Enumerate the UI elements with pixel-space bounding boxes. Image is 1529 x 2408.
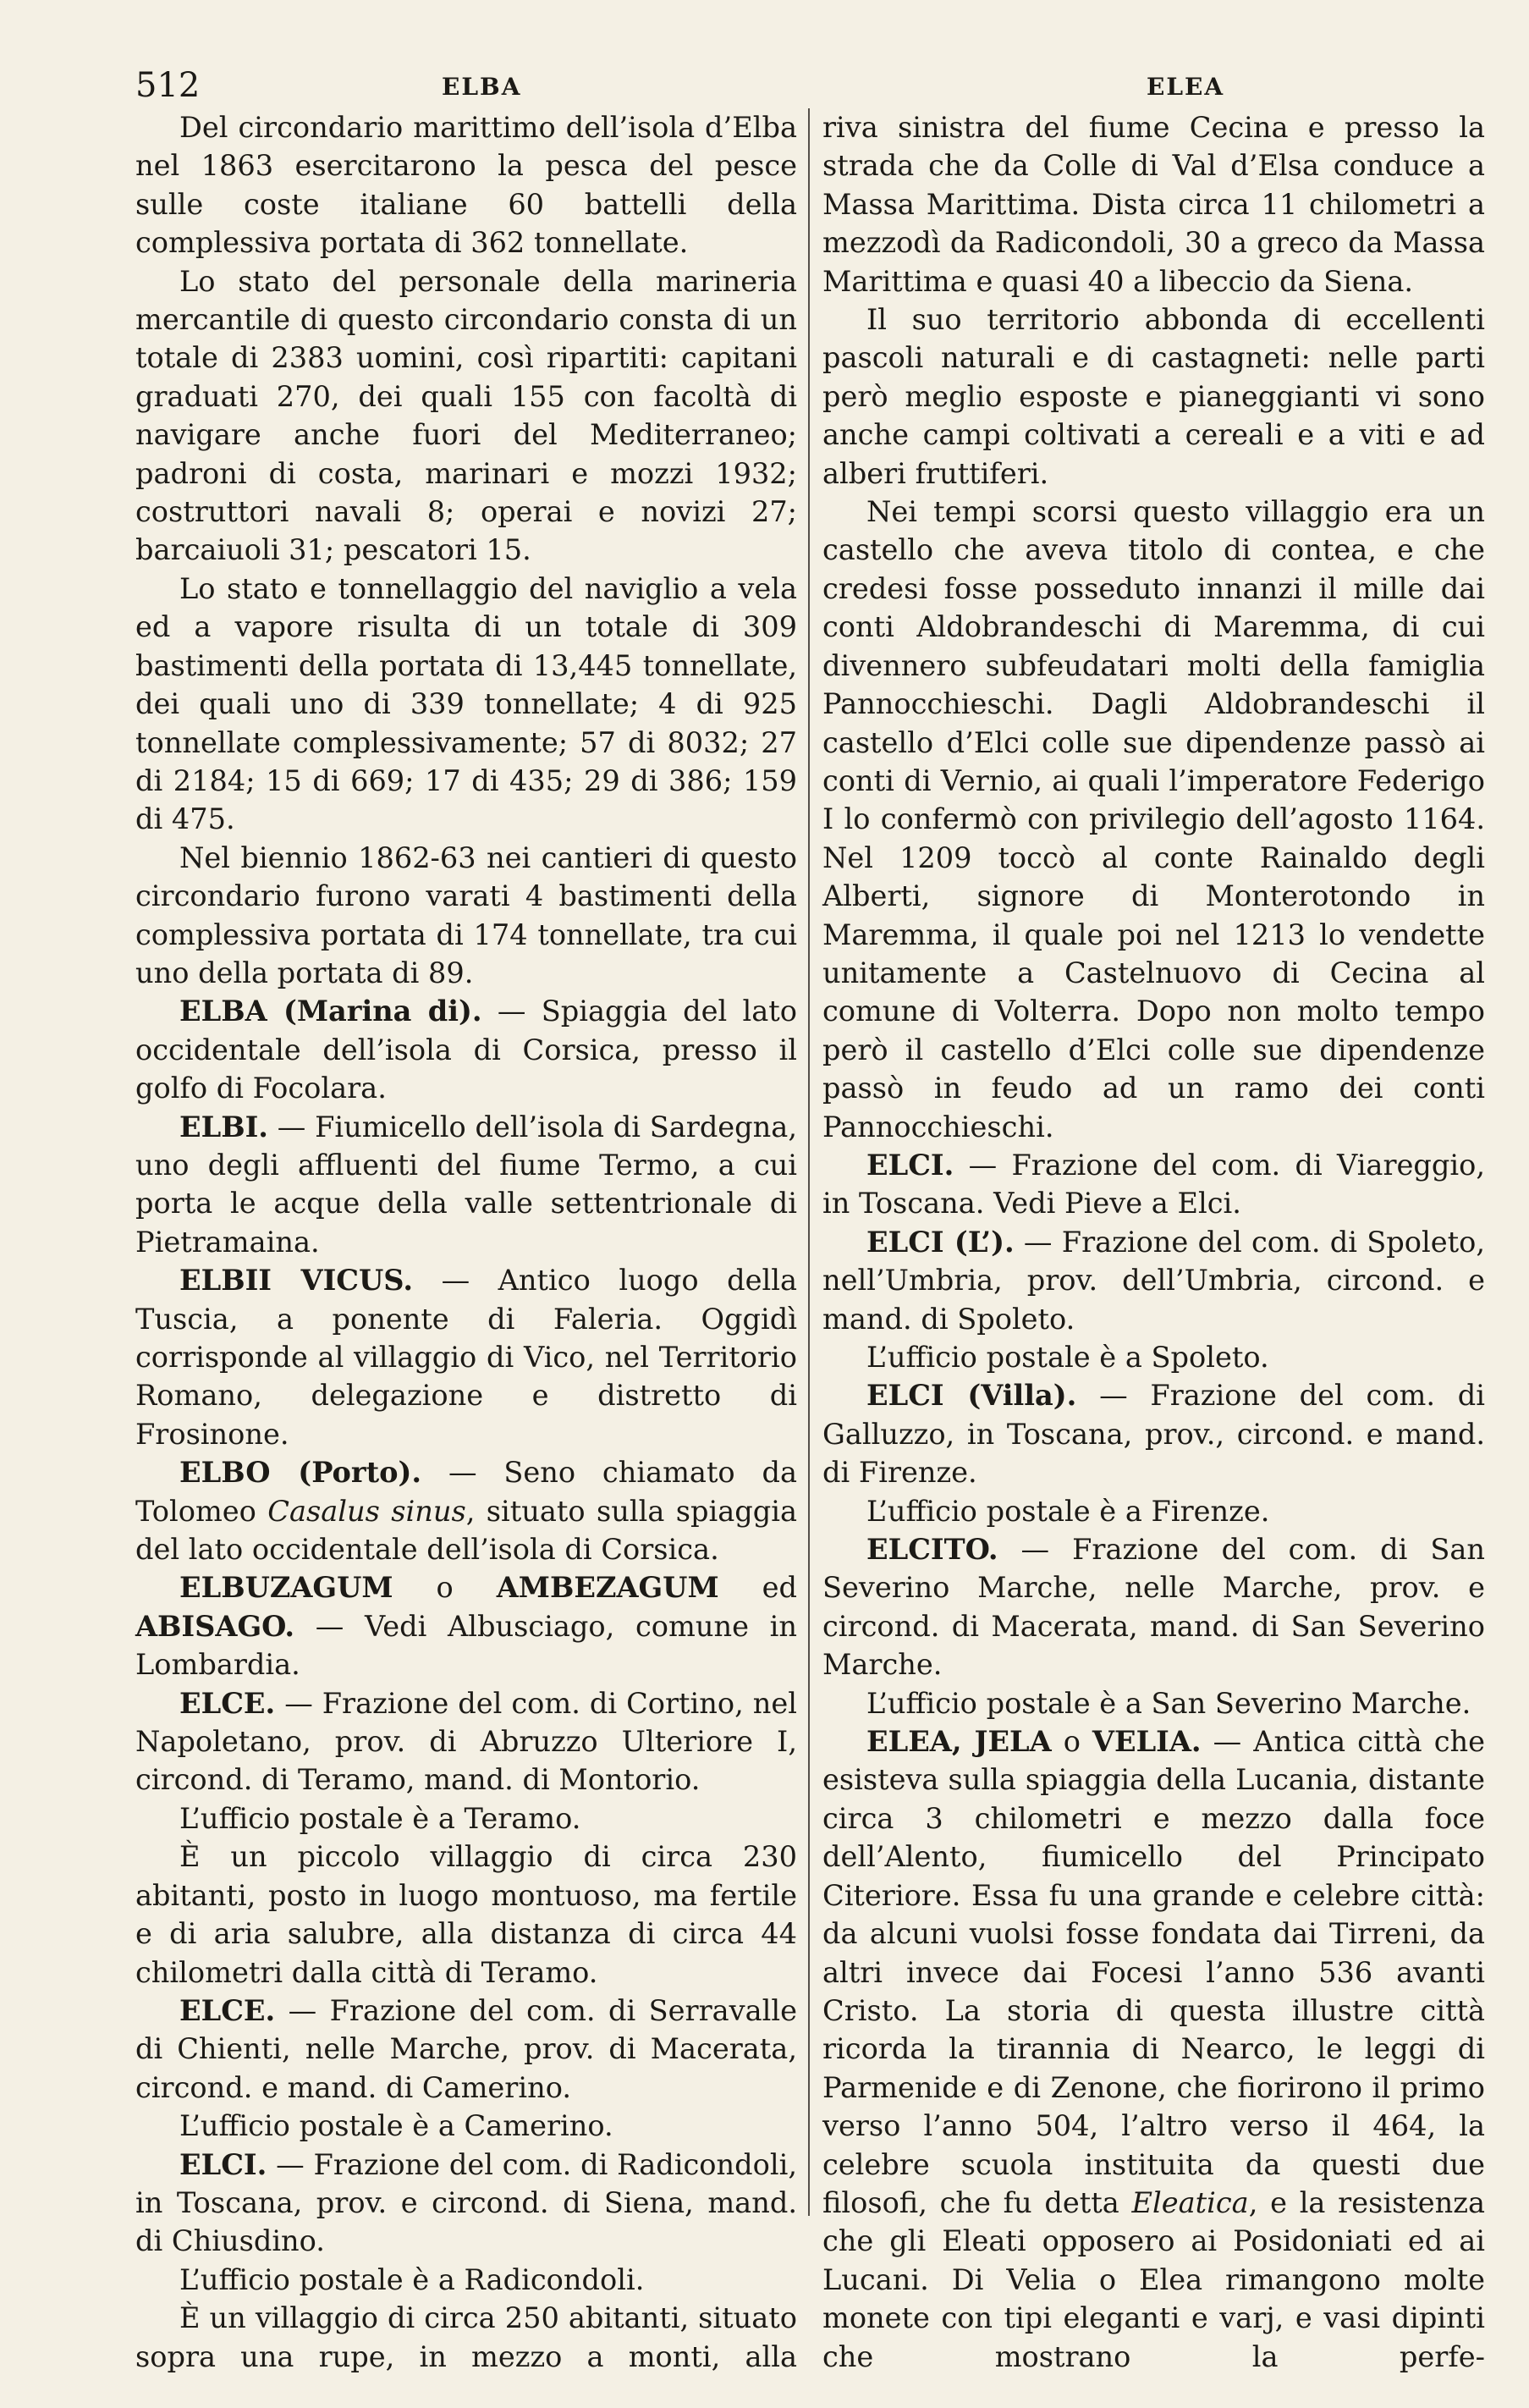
paragraph: Nel biennio 1862-63 nei cantieri di questo circondario furono varati 4 bastimenti della complessiva portata di 174 tonnellate, tra cui uno della portata di 89. [135, 840, 797, 989]
entry-headword: ELBI. [179, 1109, 268, 1143]
right-column [822, 108, 1485, 2376]
entry-headword: AMBEZAGUM [496, 1570, 719, 1605]
entry-text: — Antico luogo della Tuscia, a ponente di Faleria. Oggidì corrisponde al villaggio di Vico, nel Territorio Romano, delegazione e distretto di Frosinone. [135, 1264, 797, 1451]
entry-text: o [1051, 1725, 1092, 1759]
column-divider [808, 108, 810, 2216]
entry-elbuzagum [135, 1568, 797, 1683]
entry-headword: ELCI (L’). [866, 1224, 1015, 1259]
entry-elci-villa [822, 1376, 1485, 1491]
entry-text: — Frazione del com. di Galluzzo, in Toscana, prov., circond. e mand. di Firenze. [822, 1379, 1485, 1490]
entry-text: — Frazione del com. di Spoleto, nell’Umbria, prov. dell’Umbria, circond. e mand. di Spoleto. [822, 1225, 1485, 1336]
italic-term: Casalus sinus [267, 1494, 466, 1528]
paragraph: L’ufficio postale è a Teramo. [179, 1801, 581, 1835]
entry-headword: ELCITO. [866, 1532, 998, 1567]
entry-headword: ELBUZAGUM [179, 1570, 393, 1605]
paragraph: L’ufficio postale è a Camerino. [179, 2109, 613, 2143]
entry-text: — Frazione del com. di Radicondoli, in Toscana, prov. e circond. di Siena, mand. di Chiusdino. [135, 2147, 797, 2258]
entry-elcito [822, 1530, 1485, 1684]
italic-term: Eleatica [1131, 2185, 1249, 2219]
entry-text: — Frazione del com. di San Severino Marche, nelle Marche, prov. e circond. di Macerata, mand. di San Severino Marche. [822, 1533, 1485, 1682]
entry-text: — Frazione del com. di Serravalle di Chienti, nelle Marche, prov. di Macerata, circond. e mand. di Camerino. [135, 1993, 797, 2104]
paragraph: riva sinistra del fiume Cecina e presso la strada che da Colle di Val d’Elsa conduce a Massa Marittima. Dista circa 11 chilometri a mezzodì da Radicondoli, 30 a greco da Massa Marittima e quasi 40 a libeccio da Siena. [822, 111, 1485, 298]
entry-text: , e la resistenza che gli Eleati opposero ai Posidoniati ed ai Lucani. Di Velia o Elea rimangono molte monete con tipi eleganti e varj, e vasi dipinti che mostrano la perfe- [822, 2185, 1485, 2373]
entry-elce-cortino [135, 1684, 797, 1799]
entry-text: — Frazione del com. di Viareggio, in Toscana. Vedi Pieve a Elci. [822, 1148, 1485, 1221]
paragraph: L’ufficio postale è a Spoleto. [866, 1341, 1269, 1374]
entry-text: — Antica città che esisteva sulla spiaggia della Lucania, distante circa 3 chilometri e mezzo dalla foce dell’Alento, fiumicello del Principato Citeriore. Essa fu una grande e celebre città: da alcuni vuolsi fosse fondata dai Tirreni, da altri invece dai Focesi l’anno 536 avanti Cristo. La storia di questa illustre città ricorda la tirannia di Nearco, le leggi di Parmenide e di Zenone, che fiorirono il primo verso l’anno 504, l’altro verso il 464, la celebre scuola instituita da questi due filosofi, che fu detta [822, 1725, 1485, 2219]
entry-headword: ABISAGO. [135, 1608, 295, 1643]
paragraph: L’ufficio postale è a Radicondoli. [179, 2262, 645, 2296]
paragraph: Lo stato e tonnellaggio del naviglio a vela ed a vapore risulta di un totale di 309 bastimenti della portata di 13,445 tonnellate, dei quali uno di 339 tonnellate; 4 di 925 tonnellate complessivamente; 57 di 8032; 27 di 2184; 15 di 669; 17 di 435; 29 di 386; 159 di 475. [135, 571, 797, 836]
entry-elea [822, 1722, 1485, 2376]
entry-text: — Seno chiamato da Tolomeo [135, 1456, 797, 1528]
entry-headword: ELCE. [179, 1992, 276, 2027]
entry-headword: ELCI (Villa). [866, 1378, 1077, 1413]
entry-elci-spoleto [822, 1223, 1485, 1338]
paragraph: Lo stato del personale della marineria mercantile di questo circondario consta di un totale di 2383 uomini, così ripartiti: capitani graduati 270, dei quali 155 con facoltà di navigare anche fuori del Mediterraneo; padroni di costa, marinari e mozzi 1932; costruttori navali 8; operai e novizi 27; barcaiuoli 31; pescatori 15. [135, 264, 797, 567]
entry-text: — Vedi Albusciago, comune in Lombardia. [135, 1609, 797, 1682]
entry-text: — Fiumicello dell’isola di Sardegna, uno degli affluenti del fiume Termo, a cui porta le acque della valle settentrionale di Pietramaina. [135, 1110, 797, 1259]
paragraph: Nei tempi scorsi questo villaggio era un castello che aveva titolo di contea, e che credesi fosse posseduto innanzi il mille dai conti Aldobrandeschi di Maremma, di cui divennero subfeudatari molti della famiglia Pannocchieschi. Dagli Aldobrandeschi il castello d’Elci colle sue dipendenze passò ai conti di Vernio, ai quali l’imperatore Federigo I lo confermò con privilegio dell’agosto 1164. Nel 1209 toccò al conte Rainaldo degli Alberti, signore di Monterotondo in Maremma, il quale poi nel 1213 lo vendette unitamente a Castelnuovo di Cecina al comune di Volterra. Dopo non molto tempo però il castello d’Elci colle sue dipendenze passò in feudo ad un ramo dei conti Pannocchieschi. [822, 495, 1485, 1143]
entry-text: ed [718, 1571, 797, 1605]
paragraph: È un piccolo villaggio di circa 230 abitanti, posto in luogo montuoso, ma fertile e di aria salubre, alla distanza di circa 44 chilometri dalla città di Teramo. [135, 1840, 797, 1989]
entry-headword: ELCE. [179, 1685, 276, 1720]
entry-headword: ELBII VICUS. [179, 1263, 414, 1298]
entry-text: — Frazione del com. di Cortino, nel Napoletano, prov. di Abruzzo Ulteriore I, circond. di Teramo, mand. di Montorio. [135, 1686, 797, 1797]
left-column [135, 108, 797, 2376]
entry-headword: ELCI. [866, 1147, 954, 1182]
right-running-title: ELEA [1147, 73, 1225, 101]
entry-elci-radicondoli [135, 2146, 797, 2261]
paragraph: L’ufficio postale è a San Severino Marche. [866, 1686, 1471, 1720]
paragraph: È un villaggio di circa 250 abitanti, situato sopra una rupe, in mezzo a monti, alla [135, 2301, 797, 2373]
paragraph: L’ufficio postale è a Firenze. [866, 1494, 1270, 1528]
entry-elbi [135, 1108, 797, 1262]
entry-text: , situato sulla spiaggia del lato occidentale dell’isola di Corsica. [135, 1494, 798, 1567]
entry-headword: VELIA. [1092, 1724, 1202, 1759]
paragraph: Il suo territorio abbonda di eccellenti pascoli naturali e di castagneti: nelle parti però meglio esposte e pianeggianti vi sono anche campi coltivati a cereali e a viti e ad alberi fruttiferi. [822, 303, 1485, 490]
left-running-title: ELBA [442, 73, 522, 101]
entry-headword: ELBA (Marina di). [179, 994, 482, 1028]
page-header [135, 66, 1498, 108]
entry-elba-marina [135, 992, 797, 1107]
page-number: 512 [135, 66, 201, 105]
entry-elbo-porto [135, 1453, 797, 1568]
entry-elbii-vicus [135, 1261, 797, 1453]
entry-headword: ELEA, JELA [866, 1724, 1052, 1759]
entry-elci-viareggio [822, 1146, 1485, 1223]
entry-text: o [393, 1571, 497, 1605]
entry-headword: ELBO (Porto). [179, 1455, 422, 1490]
entry-text: — Spiaggia del lato occidentale dell’isola di Corsica, presso il golfo di Focolara. [135, 995, 797, 1105]
paragraph: Del circondario marittimo dell’isola d’Elba nel 1863 esercitarono la pesca del pesce sulle coste italiane 60 battelli della complessiva portata di 362 tonnellate. [135, 111, 797, 260]
entry-elce-serravalle [135, 1992, 797, 2107]
entry-headword: ELCI. [179, 2146, 267, 2181]
